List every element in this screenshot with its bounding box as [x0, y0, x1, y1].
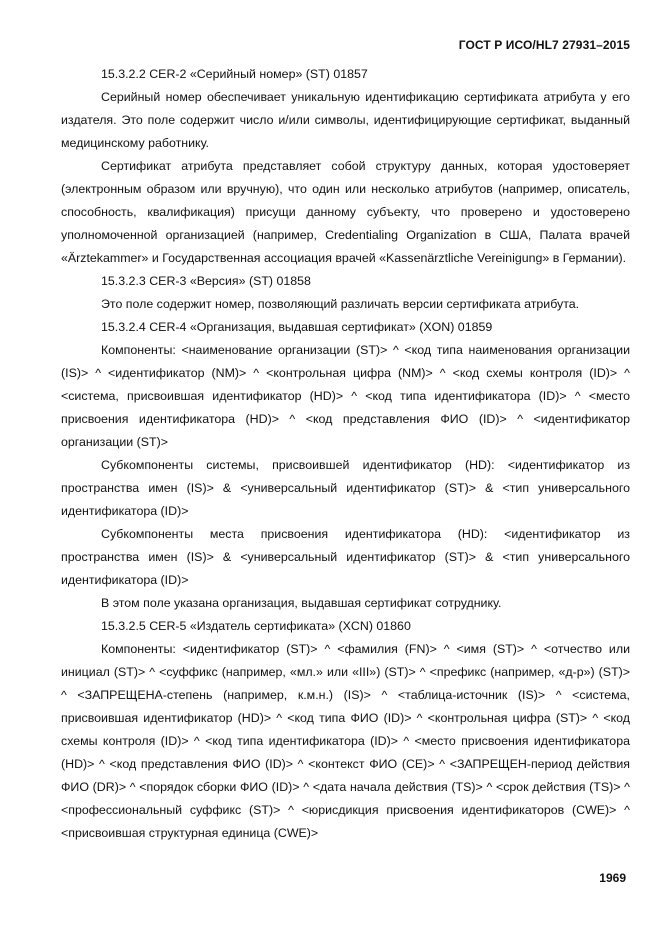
document-header: ГОСТ Р ИСО/HL7 27931–2015	[458, 38, 630, 52]
paragraph: В этом поле указана организация, выдавшая сертификат сотруднику.	[101, 596, 502, 610]
paragraph: Субкомпоненты места присвоения идентификатора (HD): <идентификатор из пространства имен (IS)> & <универсальный идентификатор (ST)> & <тип универсального идентификатора (ID)>	[61, 527, 630, 587]
page-number: 1969	[599, 871, 626, 885]
paragraph: Сертификат атрибута представляет собой структуру данных, которая удостоверяет (электронным образом или вручную), что один или несколько атрибутов (например, описатель, способность, квалификация) присущи данному субъекту, что проверено и удостоверено уполномоченной организацией (например, Credentialing Organization в США, Палата врачей «Ärztekammer» и Государственная ассоциация врачей «Kassenärztliche Vereinigung» в Германии).	[61, 159, 630, 265]
document-body	[61, 63, 630, 845]
section-heading-15-3-2-3: 15.3.2.3 CER-3 «Версия» (ST) 01858	[101, 274, 311, 288]
section-heading-15-3-2-5: 15.3.2.5 CER-5 «Издатель сертификата» (XCN) 01860	[101, 619, 411, 633]
section-heading-15-3-2-2: 15.3.2.2 CER-2 «Серийный номер» (ST) 01857	[101, 67, 368, 81]
paragraph: Субкомпоненты системы, присвоившей идентификатор (HD): <идентификатор из пространства имен (IS)> & <универсальный идентификатор (ST)> & <тип универсального идентификатора (ID)>	[61, 458, 630, 518]
section-heading-15-3-2-4: 15.3.2.4 CER-4 «Организация, выдавшая сертификат» (XON) 01859	[101, 320, 493, 334]
paragraph: Серийный номер обеспечивает уникальную идентификацию сертификата атрибута у его издателя. Это поле содержит число и/или символы, идентифицирующие сертификат, выданный медицинскому работнику.	[61, 90, 630, 150]
paragraph: Компоненты: <идентификатор (ST)> ^ <фамилия (FN)> ^ <имя (ST)> ^ <отчество или инициал (ST)> ^ <суффикс (например, «мл.» или «III») (ST)> ^ <префикс (например, «д-р») (ST)> ^ <ЗАПРЕЩЕНА-степень (например, к.м.н.) (IS)> ^ <таблица-источник (IS)> ^ <система, присвоившая идентификатор (HD)> ^ <код типа ФИО (ID)> ^ <контрольная цифра (ST)> ^ <код схемы контроля (ID)> ^ <код типа идентификатора (ID)> ^ <место присвоения идентификатора (HD)> ^ <код представления ФИО (ID)> ^ <контекст ФИО (CE)> ^ <ЗАПРЕЩЕН-период действия ФИО (DR)> ^ <порядок сборки ФИО (ID)> ^ <дата начала действия (TS)> ^ <срок действия (TS)> ^ <профессиональный суффикс (ST)> ^ <юрисдикция присвоения идентификаторов (CWE)> ^ <присвоившая структурная единица (CWE)>	[61, 642, 630, 840]
paragraph: Это поле содержит номер, позволяющий различать версии сертификата атрибута.	[101, 297, 580, 311]
paragraph: Компоненты: <наименование организации (ST)> ^ <код типа наименования организации (IS)> ^ <идентификатор (NM)> ^ <контрольная цифра (NM)> ^ <код схемы контроля (ID)> ^ <система, присвоившая идентификатор (HD)> ^ <код типа идентификатора (ID)> ^ <место присвоения идентификатора (HD)> ^ <код представления ФИО (ID)> ^ <идентификатор организации (ST)>	[61, 343, 630, 449]
